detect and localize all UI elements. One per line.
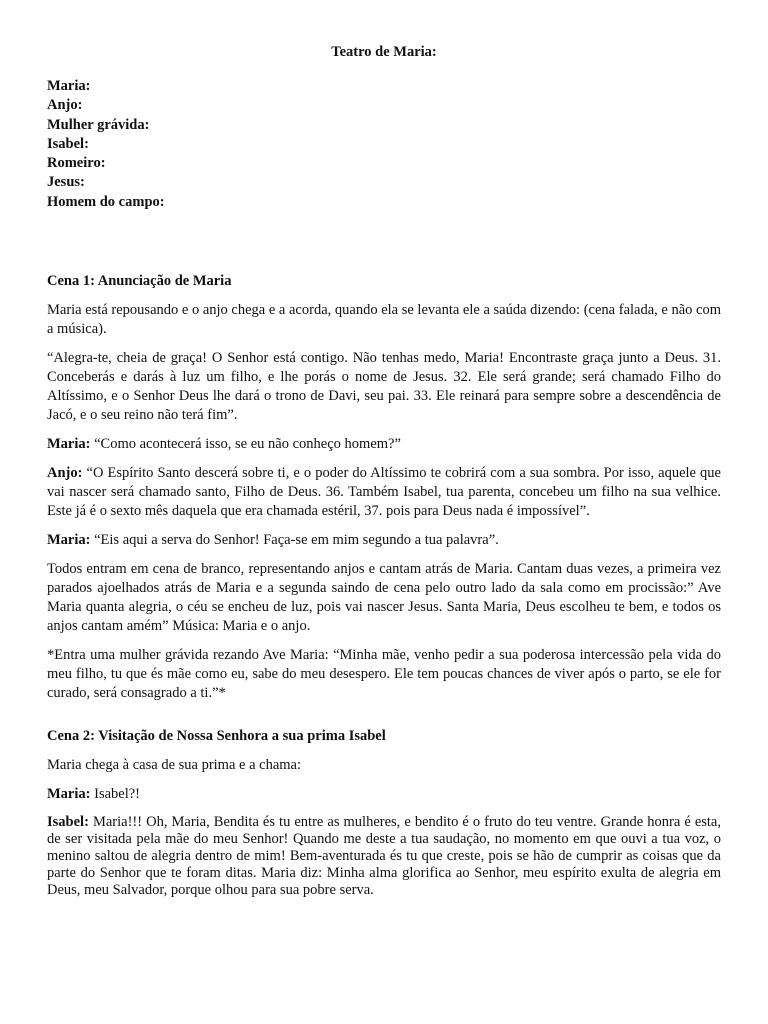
cast-list: [47, 77, 727, 212]
dialogue-line: [47, 464, 721, 521]
dialogue-text: “Como acontecerá isso, se eu não conheço homem?”: [90, 436, 401, 452]
document-title: Teatro de Maria:: [331, 44, 437, 60]
dialogue-line: [47, 785, 721, 804]
dialogue-line: [47, 435, 721, 454]
cast-item: Mulher grávida:: [47, 116, 150, 133]
speaker-name: Maria:: [47, 786, 91, 802]
speaker-name: Isabel:: [47, 814, 89, 830]
scene-1-heading: Cena 1: Anunciação de Maria: [47, 273, 232, 289]
pregnant-woman-prayer: *Entra uma mulher grávida rezando Ave Maria: “Minha mãe, venho pedir a sua poderosa intercessão pela vida do meu filho, tu que és mãe como eu, sabe do meu desespero. Ele tem poucas chances de viver após o parto, se ele for curado, será consagrado a ti.”*: [47, 647, 721, 701]
speaker-name: Maria:: [47, 532, 91, 548]
speaker-name: Maria:: [47, 436, 91, 452]
cast-item: Romeiro:: [47, 155, 106, 172]
dialogue-text: Maria!!! Oh, Maria, Bendita és tu entre as mulheres, e bendito é o fruto do teu ventre. Grande honra é esta, de ser visitada pela mãe do meu Senhor! Quando me deste a tua saudação, no momento em que ouvi a tua voz, o menino saltou de alegria dentro de mim! Bem-aventurada és tu que creste, pois se hão de cumprir as coisas que da parte do Senhor que te foram ditas. Maria diz: Minha alma glorifica ao Senhor, meu espírito exulta de alegria em Deus, meu Salvador, porque olhou para sua pobre serva.: [47, 814, 721, 898]
cast-item: Anjo:: [47, 97, 83, 114]
angel-greeting: “Alegra-te, cheia de graça! O Senhor está contigo. Não tenhas medo, Maria! Encontraste graça junto a Deus. 31. Conceberás e darás à luz um filho, e lhe porás o nome de Jesus. 32. Ele será grande; será chamado Filho do Altíssimo, e o Senhor Deus lhe dará o trono de Davi, seu pai. 33. Ele reinará para sempre sobre a descendência de Jacó, e o seu reino não terá fim”.: [47, 350, 721, 423]
cast-item: Homem do campo:: [47, 193, 165, 210]
scene-1-intro: Maria está repousando e o anjo chega e a acorda, quando ela se levanta ele a saúda dizendo: (cena falada, e não com a música).: [47, 302, 721, 337]
speaker-name: Anjo:: [47, 465, 83, 481]
dialogue-text: “Eis aqui a serva do Senhor! Faça-se em mim segundo a tua palavra”.: [90, 532, 499, 548]
cast-item: Isabel:: [47, 135, 89, 152]
cast-item: Maria:: [47, 78, 91, 94]
scene-2-heading: Cena 2: Visitação de Nossa Senhora a sua prima Isabel: [47, 728, 386, 744]
scene-2-intro: Maria chega à casa de sua prima e a chama:: [47, 757, 302, 773]
dialogue-text: “O Espírito Santo descerá sobre ti, e o poder do Altíssimo te cobrirá com a sua sombra. Por isso, aquele que vai nascer será chamado santo, Filho de Deus. 36. Também Isabel, tua parenta, concebeu um filho na sua velhice. Este já é o sexto mês daquela que era chamada estéril, 37. pois para Deus nada é impossível”.: [47, 465, 721, 519]
dialogue-line: [47, 531, 721, 550]
dialogue-line: [47, 814, 721, 899]
document-body: [47, 272, 721, 909]
cast-item: Jesus:: [47, 174, 85, 191]
dialogue-text: Isabel?!: [90, 786, 140, 802]
stage-direction: Todos entram em cena de branco, representando anjos e cantam atrás de Maria. Cantam duas vezes, a primeira vez parados ajoelhados atrás de Maria e a segunda saindo de cena pelo outro lado da sala como em procissão:” Ave Maria quanta alegria, o céu se encheu de luz, pois vai nascer Jesus. Santa Maria, Deus escolheu te bem, e todos os anjos cantam amém” Música: Maria e o anjo.: [47, 561, 721, 634]
